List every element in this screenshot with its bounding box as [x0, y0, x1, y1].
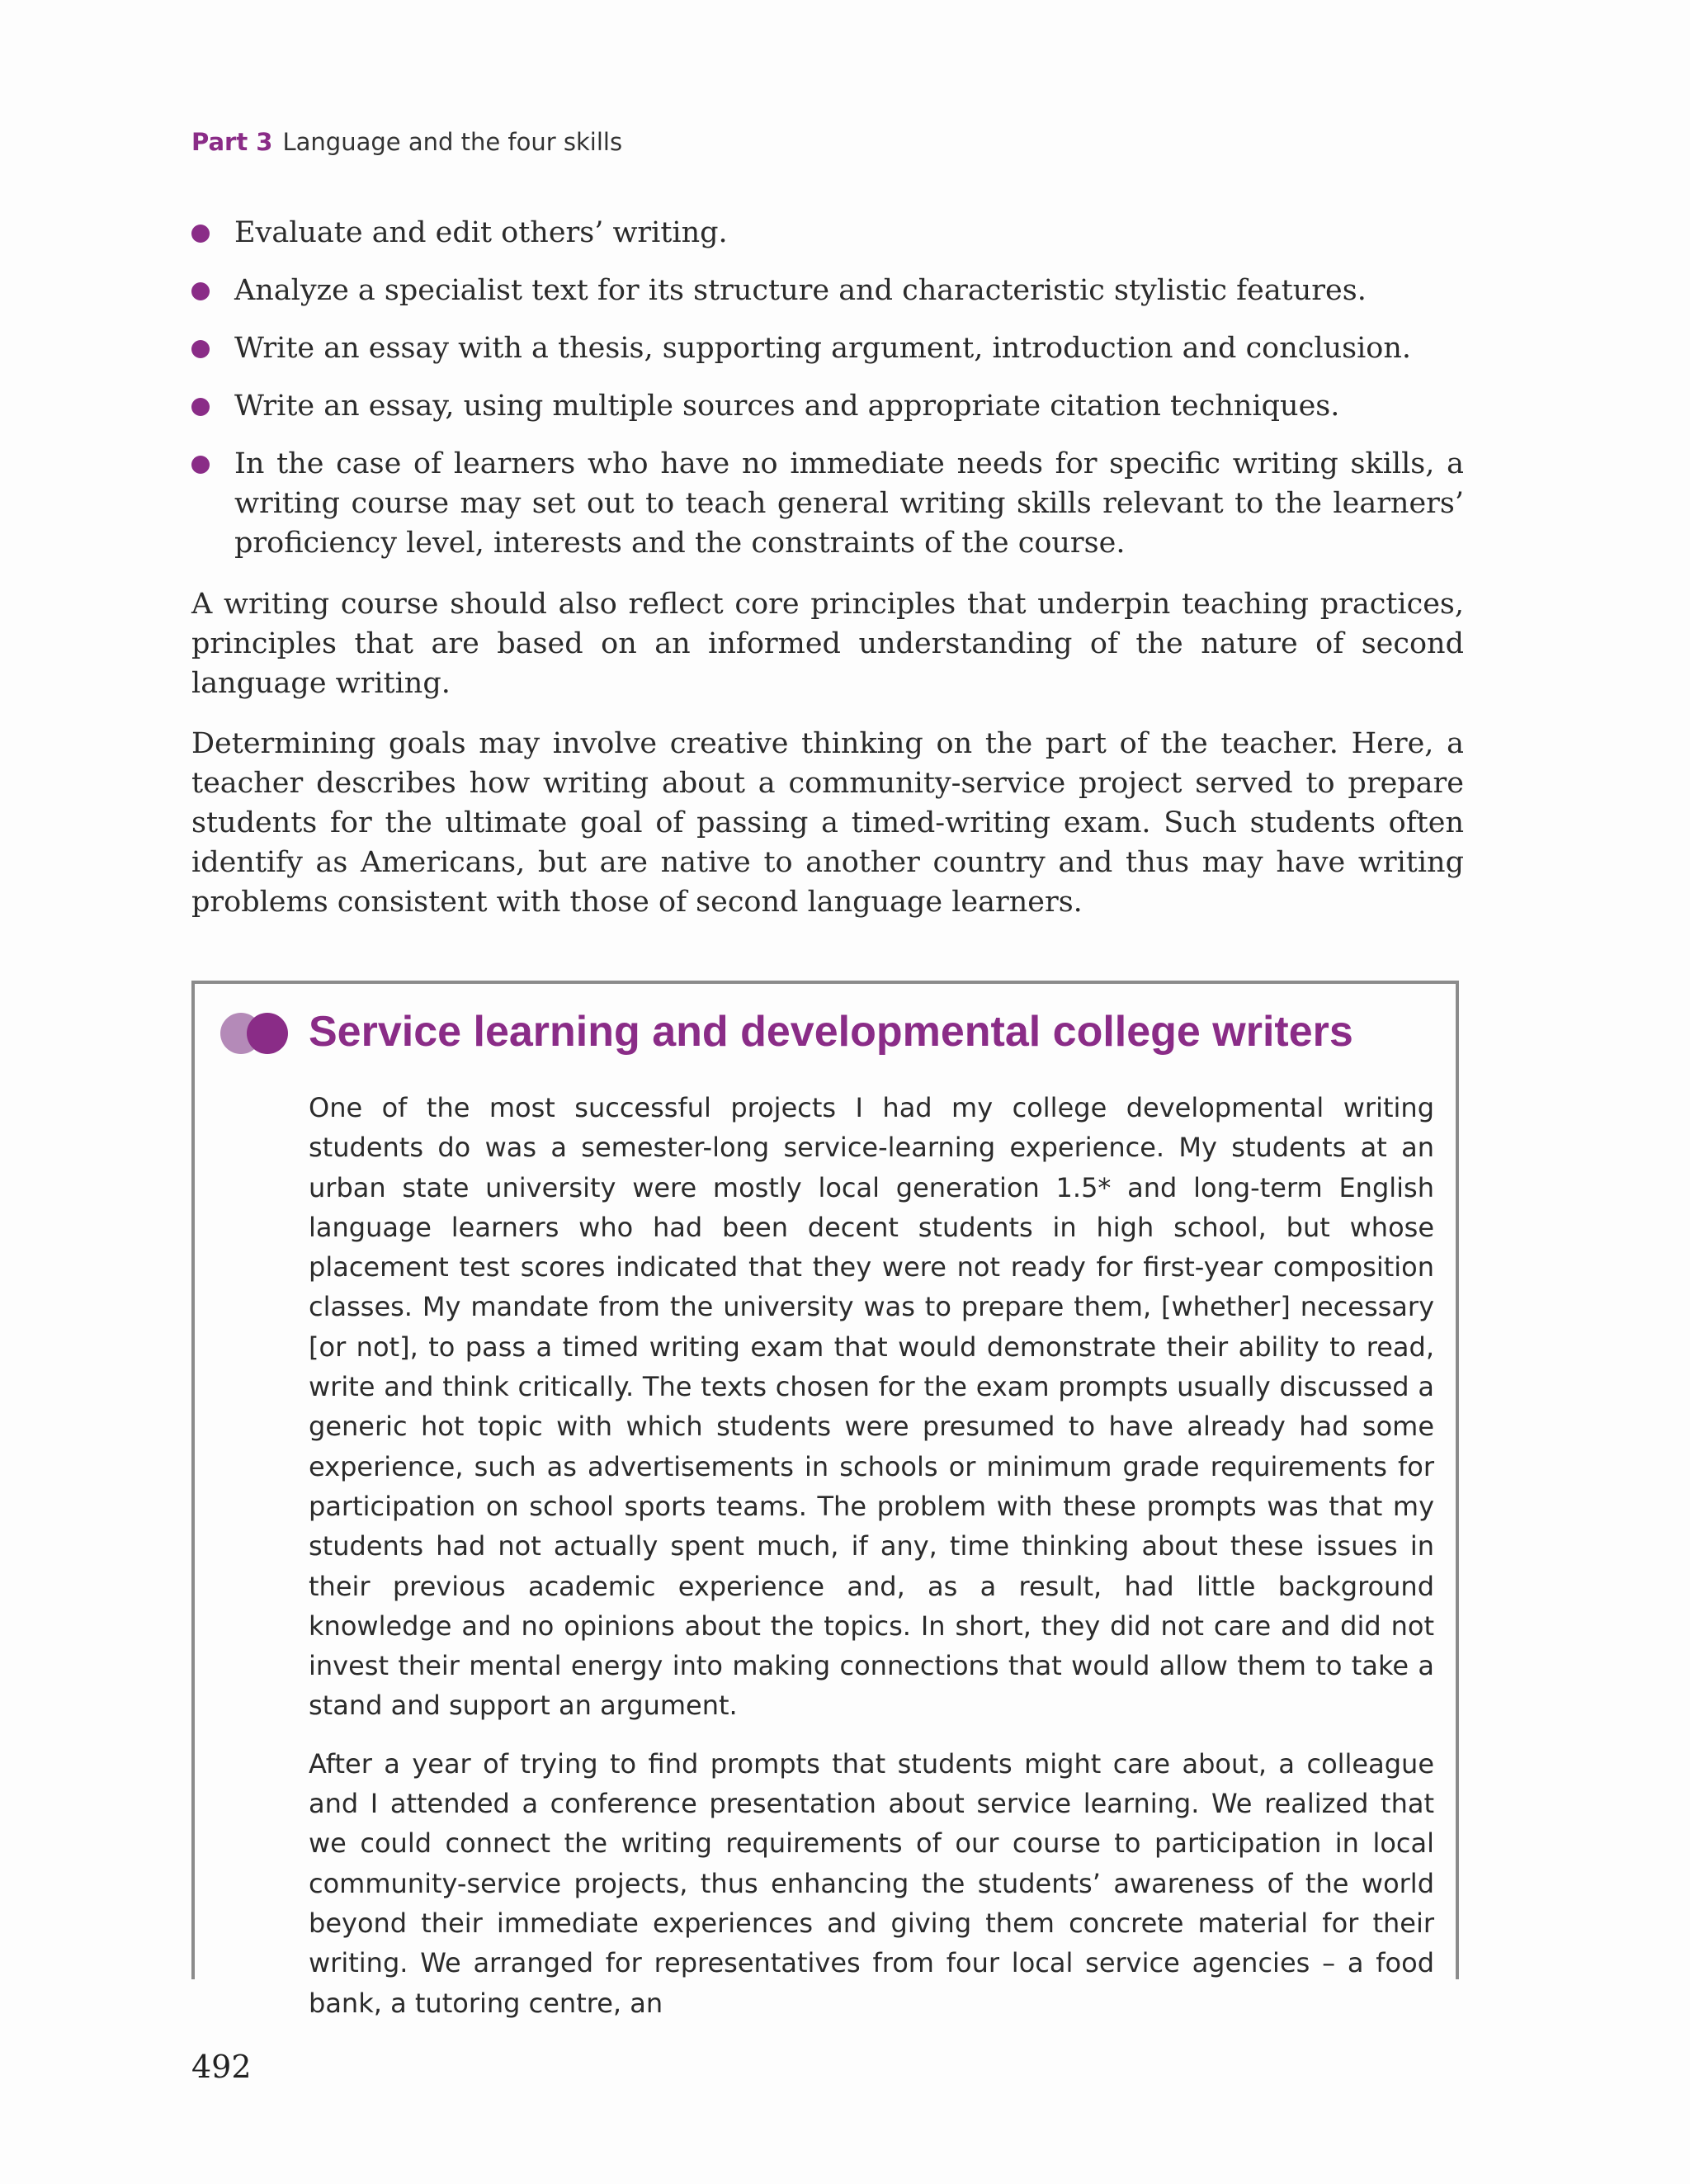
box-paragraph: One of the most successful projects I had my college developmental writing students do was a semester-long service-learning experience. My students at an urban state university were mostly local generation 1.5* and long-term English language learners who had been decent students in high school, but whose placement test scores indicated that they were not ready for first-year composition classes. My mandate from the university was to prepare them, [whether] necessary [or not], to pass a timed writing exam that would demonstrate their ability to read, write and think critically. The texts chosen for the exam prompts usually discussed a generic hot topic with which students were presumed to have already had some experience, such as advertisements in schools or minimum grade requirements for participation on school sports teams. The problem with these prompts was that my students had not actually spent much, if any, time thinking about these issues in their previous academic experience and, as a result, had little background knowledge and no opinions about the topics. In short, they did not care and did not invest their mental energy into making connections that would allow them to take a stand and support an argument.	[309, 1092, 1434, 1722]
list-item-text: In the case of learners who have no immediate needs for specific writing skills, a writing course may set out to teach general writing skills relevant to the learners’ proficiency level, interests and the constraints of the course.	[234, 447, 1464, 560]
list-item	[191, 386, 1464, 426]
list-item-text: Evaluate and edit others’ writing.	[234, 216, 728, 249]
body-paragraph: A writing course should also reflect core principles that underpin teaching practices, principles that are based on an informed understanding of the nature of second language writing.	[191, 588, 1464, 700]
case-study-box	[191, 981, 1459, 2019]
list-item	[191, 271, 1464, 310]
bullet-icon	[191, 340, 210, 358]
running-head	[191, 128, 622, 156]
page-number: 492	[191, 2049, 252, 2085]
box-paragraph: After a year of trying to find prompts that students might care about, a colleague and I attended a conference presentation about service learning. We realized that we could connect the writing requirements of our course to participation in local community-service projects, thus enhancing the students’ awareness of the world beyond their immediate experiences and giving them concrete material for their writing. We arranged for representatives from four local service agencies – a food bank, a tutoring centre, an	[309, 1747, 1434, 2019]
bullet-icon	[191, 282, 210, 300]
bullet-icon	[191, 225, 210, 243]
box-title: Service learning and developmental college writers	[309, 1008, 1353, 1056]
running-head-part: Part 3	[191, 128, 273, 156]
body-paragraph: Determining goals may involve creative thinking on the part of the teacher. Here, a teacher describes how writing about a community-service project served to prepare students for the ultimate goal of passing a timed-writing exam. Such students often identify as Americans, but are native to another country and thus may have writing problems consistent with those of second language learners.	[191, 727, 1464, 919]
box-body	[309, 1088, 1434, 2041]
list-item	[191, 329, 1464, 368]
objectives-list	[191, 213, 1464, 581]
running-head-title: Language and the four skills	[282, 128, 623, 156]
list-item	[191, 444, 1464, 563]
overlapping-circles-icon	[220, 1010, 290, 1057]
list-item-text: Analyze a specialist text for its structure and characteristic stylistic features.	[234, 274, 1367, 307]
bullet-icon	[191, 398, 210, 416]
bullet-icon	[191, 456, 210, 474]
list-item-text: Write an essay, using multiple sources and appropriate citation techniques.	[234, 390, 1340, 423]
list-item-text: Write an essay with a thesis, supporting argument, introduction and conclusion.	[234, 332, 1412, 365]
list-item	[191, 213, 1464, 253]
